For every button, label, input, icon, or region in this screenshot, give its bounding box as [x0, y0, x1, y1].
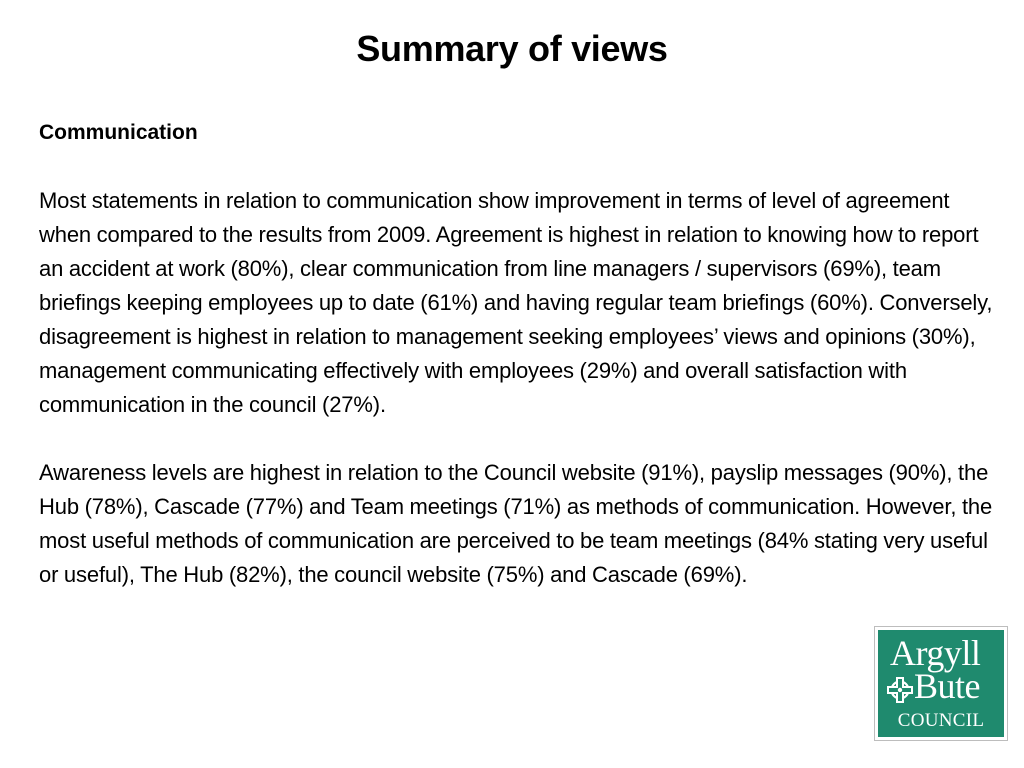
- council-logo: [874, 626, 1008, 741]
- logo-word-bute: Bute: [914, 666, 980, 706]
- slide-body: [39, 116, 999, 626]
- logo-panel: [878, 630, 1004, 737]
- page-title: Summary of views: [356, 28, 668, 69]
- section-heading: Communication: [39, 121, 198, 144]
- paragraph-awareness: Awareness levels are highest in relation to the Council website (91%), payslip messages (90%), the Hub (78%), Cascade (77%) and Team meetings (71%) as methods of communication. However, the most useful methods of communication are perceived to be team meetings (84% stating very useful or useful), The Hub (82%), the council website (75%) and Cascade (69%).: [39, 460, 993, 587]
- logo-word-argyll: Argyll: [890, 633, 981, 673]
- paragraph-agreement: Most statements in relation to communication show improvement in terms of level of agreement when compared to the results from 2009. Agreement is highest in relation to knowing how to report an accident at work (80%), clear communication from line managers / supervisors (69%), team briefings keeping employees up to date (61%) and having regular team briefings (60%). Conversely, disagreement is highest in relation to management seeking employees’ views and opinions (30%), management communicating effectively with employees (29%) and overall satisfaction with communication in the council (27%).: [39, 188, 993, 417]
- celtic-cross-icon: [886, 676, 914, 704]
- logo-word-council: COUNCIL: [897, 710, 985, 731]
